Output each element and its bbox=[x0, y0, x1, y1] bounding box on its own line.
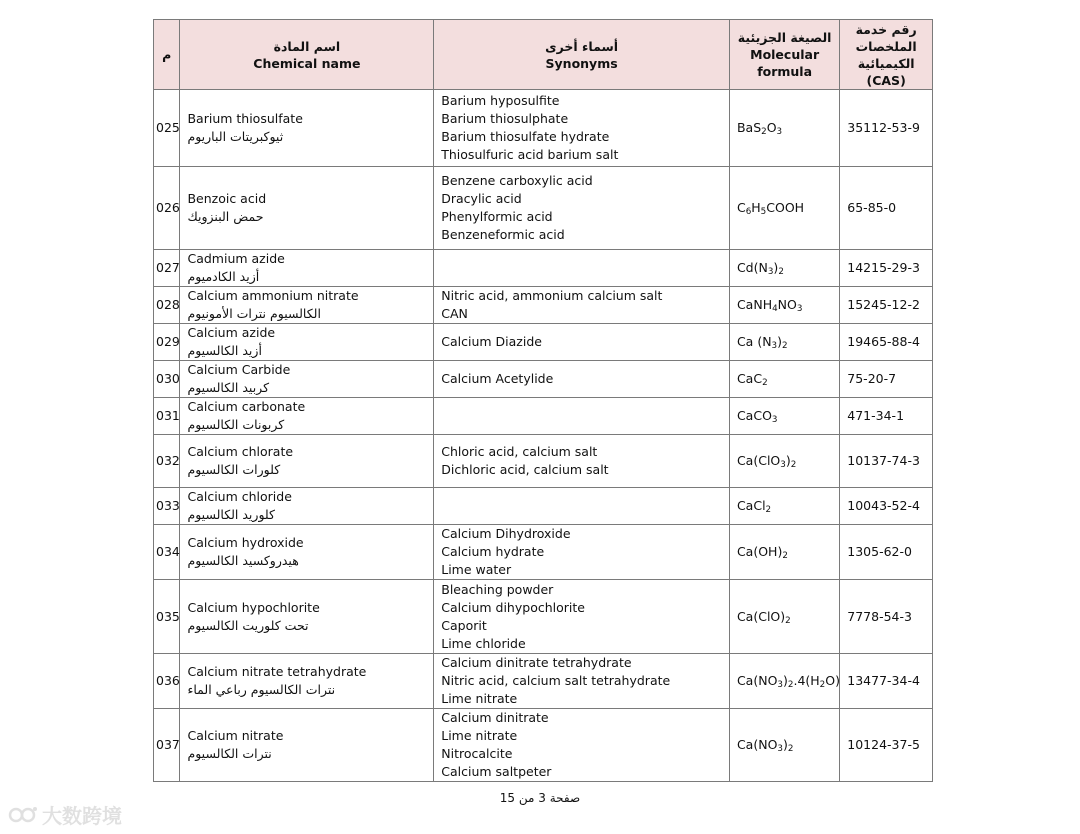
chemical-name-en: Calcium Carbide bbox=[187, 362, 291, 377]
table-row bbox=[154, 488, 933, 525]
synonym: Thiosulfuric acid barium salt bbox=[441, 147, 619, 162]
row-number: 034 bbox=[154, 525, 180, 580]
header-cas-ar-2: الملخصات bbox=[855, 38, 917, 54]
cas-number: 19465-88-4 bbox=[840, 324, 933, 361]
row-number: 026 bbox=[154, 167, 180, 250]
molecular-formula: $Ca(ClO)_2$ bbox=[729, 580, 839, 654]
header-synonyms bbox=[434, 20, 730, 90]
synonym: Caporit bbox=[441, 617, 487, 633]
molecular-formula: $CaNH_4NO_3$ bbox=[729, 287, 839, 324]
chemical-name-en: Calcium ammonium nitrate bbox=[187, 288, 359, 303]
synonym: Barium hyposulfite bbox=[441, 93, 560, 108]
row-number: 036 bbox=[154, 654, 180, 709]
synonym: Calcium dinitrate tetrahydrate bbox=[441, 655, 632, 670]
synonym: Lime nitrate bbox=[441, 691, 518, 706]
chemical-name-cell bbox=[180, 361, 434, 398]
chemical-name-cell bbox=[180, 709, 434, 782]
synonyms-cell bbox=[434, 488, 730, 525]
header-formula bbox=[729, 20, 839, 90]
table-row bbox=[154, 435, 933, 488]
molecular-formula: Ca $(N_3)_2$ bbox=[729, 324, 839, 361]
row-number: 035 bbox=[154, 580, 180, 654]
synonym: Bleaching powder bbox=[441, 581, 554, 597]
row-number: 029 bbox=[154, 324, 180, 361]
header-formula-ar: الصيغة الجزيئية bbox=[737, 30, 832, 45]
molecular-formula: CaCl$_2$ bbox=[729, 488, 839, 525]
table-row bbox=[154, 287, 933, 324]
synonyms-cell bbox=[434, 324, 730, 361]
chemical-name-ar: كربيد الكالسيوم bbox=[187, 380, 270, 395]
synonyms-cell bbox=[434, 709, 730, 782]
chemical-name-ar: كربونات الكالسيوم bbox=[187, 417, 285, 432]
molecular-formula: $C_6H_5COOH$ bbox=[729, 167, 839, 250]
chemical-name-ar: كلوريد الكالسيوم bbox=[187, 507, 275, 522]
chemical-name-cell bbox=[180, 324, 434, 361]
molecular-formula: $Ca(NO_3)_2$ bbox=[729, 709, 839, 782]
molecular-formula: $BaS_2O_3$ bbox=[729, 90, 839, 167]
chemical-name-cell bbox=[180, 90, 434, 167]
watermark bbox=[8, 800, 122, 829]
synonym: Calcium Diazide bbox=[441, 334, 542, 349]
synonyms-cell bbox=[434, 90, 730, 167]
row-number: 030 bbox=[154, 361, 180, 398]
chemical-name-ar: ثيوكبريتات الباريوم bbox=[187, 129, 284, 144]
chemical-name-en: Calcium carbonate bbox=[187, 399, 306, 414]
header-num-label: م bbox=[162, 47, 172, 62]
chemical-table bbox=[153, 19, 933, 782]
synonym: Nitric acid, calcium salt tetrahydrate bbox=[441, 673, 671, 688]
cas-number: 13477-34-4 bbox=[840, 654, 933, 709]
synonym: Barium thiosulfate hydrate bbox=[441, 129, 610, 144]
header-num bbox=[154, 20, 180, 90]
table-body bbox=[154, 90, 933, 782]
synonym: Chloric acid, calcium salt bbox=[441, 444, 598, 459]
table-row bbox=[154, 580, 933, 654]
chemical-name-cell bbox=[180, 250, 434, 287]
chemical-name-en: Benzoic acid bbox=[187, 191, 267, 206]
table-row bbox=[154, 250, 933, 287]
synonym: Barium thiosulphate bbox=[441, 111, 569, 126]
synonym: Dichloric acid, calcium salt bbox=[441, 462, 609, 477]
synonyms-cell bbox=[434, 398, 730, 435]
page-number: صفحة 3 من 15 bbox=[499, 791, 581, 805]
synonym: Lime water bbox=[441, 562, 512, 577]
page-footer bbox=[0, 791, 1080, 805]
chemical-name-cell bbox=[180, 654, 434, 709]
row-number: 037 bbox=[154, 709, 180, 782]
synonym: Calcium saltpeter bbox=[441, 764, 552, 779]
cas-number: 15245-12-2 bbox=[840, 287, 933, 324]
chemical-name-ar: أزيد الكادميوم bbox=[187, 269, 260, 284]
synonym: Nitrocalcite bbox=[441, 746, 513, 761]
synonyms-cell bbox=[434, 250, 730, 287]
table-row bbox=[154, 324, 933, 361]
row-number: 028 bbox=[154, 287, 180, 324]
cas-number: 35112-53-9 bbox=[840, 90, 933, 167]
synonym: Calcium Acetylide bbox=[441, 371, 554, 386]
molecular-formula: CaCO$_3$ bbox=[729, 398, 839, 435]
chemical-name-ar: حمض البنزويك bbox=[187, 209, 264, 224]
cas-number: 1305-62-0 bbox=[840, 525, 933, 580]
chemical-name-ar: تحت كلوريت الكالسيوم bbox=[187, 617, 309, 633]
header-cas-ar-3: الكيميائية bbox=[857, 55, 915, 71]
watermark-logo-icon bbox=[8, 804, 38, 826]
row-number: 025 bbox=[154, 90, 180, 167]
header-formula-en-2: formula bbox=[757, 64, 813, 79]
synonym: Calcium Dihydroxide bbox=[441, 526, 571, 541]
chemical-name-cell bbox=[180, 580, 434, 654]
header-name-ar: اسم المادة bbox=[273, 38, 341, 54]
chemical-name-en: Calcium nitrate bbox=[187, 728, 284, 743]
table-row bbox=[154, 398, 933, 435]
table-row bbox=[154, 654, 933, 709]
header-name bbox=[180, 20, 434, 90]
cas-number: 10137-74-3 bbox=[840, 435, 933, 488]
cas-number: 75-20-7 bbox=[840, 361, 933, 398]
chemical-name-cell bbox=[180, 488, 434, 525]
synonym: CAN bbox=[441, 306, 468, 321]
header-formula-en-1: Molecular bbox=[750, 47, 820, 62]
synonym: Calcium hydrate bbox=[441, 544, 545, 559]
chemical-name-en: Calcium hydroxide bbox=[187, 535, 304, 550]
table-row bbox=[154, 709, 933, 782]
chemical-name-en: Barium thiosulfate bbox=[187, 111, 303, 126]
synonym: Benzeneformic acid bbox=[441, 227, 565, 242]
chemical-name-ar: هيدروكسيد الكالسيوم bbox=[187, 553, 299, 568]
synonym: Benzene carboxylic acid bbox=[441, 173, 593, 188]
synonyms-cell bbox=[434, 435, 730, 488]
molecular-formula: $Ca(OH)_2$ bbox=[729, 525, 839, 580]
table-row bbox=[154, 525, 933, 580]
header-syn-en: Synonyms bbox=[545, 55, 618, 71]
synonym: Calcium dihypochlorite bbox=[441, 599, 585, 615]
chemical-name-cell bbox=[180, 287, 434, 324]
molecular-formula: $Cd(N_3)_2$ bbox=[729, 250, 839, 287]
molecular-formula: $Ca(NO_3)_2.4(H_2O)$ bbox=[729, 654, 839, 709]
chemical-name-en: Calcium hypochlorite bbox=[187, 599, 320, 615]
chemical-name-ar: نترات الكالسيوم bbox=[187, 746, 272, 761]
watermark-text: 大数跨境 bbox=[42, 804, 122, 828]
cas-number: 7778-54-3 bbox=[840, 580, 933, 654]
synonym: Lime chloride bbox=[441, 635, 526, 651]
chemical-name-cell bbox=[180, 525, 434, 580]
table-header bbox=[154, 20, 933, 90]
chemical-name-cell bbox=[180, 167, 434, 250]
header-cas-ar-1: رقم خدمة bbox=[855, 21, 917, 37]
cas-number: 471-34-1 bbox=[840, 398, 933, 435]
row-number: 032 bbox=[154, 435, 180, 488]
table-row bbox=[154, 90, 933, 167]
cas-number: 10124-37-5 bbox=[840, 709, 933, 782]
header-cas bbox=[840, 20, 933, 90]
header-cas-en: (CAS) bbox=[866, 72, 906, 88]
synonyms-cell bbox=[434, 654, 730, 709]
table-row bbox=[154, 361, 933, 398]
chemical-name-en: Calcium chlorate bbox=[187, 444, 294, 459]
chemical-name-ar: نترات الكالسيوم رباعي الماء bbox=[187, 682, 336, 697]
chemical-name-ar: أزيد الكالسيوم bbox=[187, 343, 262, 358]
cas-number: 10043-52-4 bbox=[840, 488, 933, 525]
synonym: Lime nitrate bbox=[441, 728, 518, 743]
synonyms-cell bbox=[434, 287, 730, 324]
chemical-name-cell bbox=[180, 435, 434, 488]
chemical-name-ar: الكالسيوم نترات الأمونيوم bbox=[187, 306, 321, 321]
synonyms-cell bbox=[434, 525, 730, 580]
chemical-name-en: Calcium azide bbox=[187, 325, 276, 340]
row-number: 031 bbox=[154, 398, 180, 435]
cas-number: 14215-29-3 bbox=[840, 250, 933, 287]
synonyms-cell bbox=[434, 361, 730, 398]
molecular-formula: CaC$_2$ bbox=[729, 361, 839, 398]
header-name-en: Chemical name bbox=[253, 55, 361, 71]
chemical-name-cell bbox=[180, 398, 434, 435]
row-number: 027 bbox=[154, 250, 180, 287]
synonym: Phenylformic acid bbox=[441, 209, 553, 224]
synonym: Calcium dinitrate bbox=[441, 710, 549, 725]
synonyms-cell bbox=[434, 580, 730, 654]
chemical-name-en: Calcium chloride bbox=[187, 489, 292, 504]
molecular-formula: $Ca(ClO_3)_2$ bbox=[729, 435, 839, 488]
synonym: Nitric acid, ammonium calcium salt bbox=[441, 288, 663, 303]
synonyms-cell bbox=[434, 167, 730, 250]
table-row bbox=[154, 167, 933, 250]
chemical-name-en: Cadmium azide bbox=[187, 251, 285, 266]
header-syn-ar: أسماء أخرى bbox=[545, 38, 619, 54]
chemical-name-ar: كلورات الكالسيوم bbox=[187, 462, 281, 477]
row-number: 033 bbox=[154, 488, 180, 525]
cas-number: 65-85-0 bbox=[840, 167, 933, 250]
synonym: Dracylic acid bbox=[441, 191, 522, 206]
chemical-name-en: Calcium nitrate tetrahydrate bbox=[187, 664, 367, 679]
